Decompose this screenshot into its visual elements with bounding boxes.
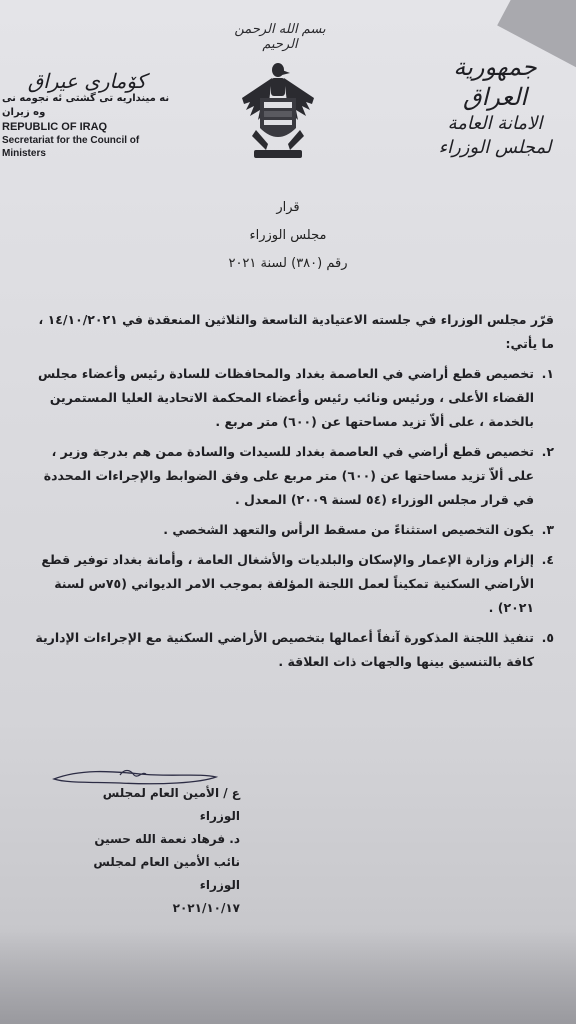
list-item <box>24 440 554 512</box>
council-name: مجلس الوزراء <box>249 228 327 243</box>
signature-date: ٢٠٢١/١٠/١٧ <box>172 901 240 915</box>
kurdish-subtitle: نه مینداریه تی گشتی ئه نجومه نی وه زیران <box>2 93 170 118</box>
decision-number: رقم (٣٨٠) لسنة ٢٠٢١ <box>228 256 348 271</box>
basmala: بسم الله الرحمن الرحيم <box>234 22 326 52</box>
signatory-title: نائب الأمين العام لمجلس الوزراء <box>93 855 240 892</box>
item-text: إلزام وزارة الإعمار والإسكان والبلديات والأشغال العامة ، وأمانة بغداد توفير قطع الأراضي السكنية تمكيناً لعمل اللجنة المؤلفة بموجب الامر الديواني (٧٥س لسنة ٢٠٢١) . <box>41 552 534 615</box>
photo-shadow <box>0 930 576 1024</box>
list-item <box>24 362 554 434</box>
list-item <box>24 548 554 620</box>
signatory-role: ع / الأمين العام لمجلس الوزراء <box>102 786 240 823</box>
item-number: ٣. <box>541 522 554 537</box>
intro-paragraph: قرّر مجلس الوزراء في جلسته الاعتيادية التاسعة والثلاثين المنعقدة في ١٤/١٠/٢٠٢١ ، ما يأتي: <box>38 312 554 351</box>
item-number: ١. <box>541 366 554 381</box>
item-text: تنفيذ اللجنة المذكورة آنفاً أعمالها بتخصيص الأراضي السكنية مع الإجراءات الإدارية كافة بالتنسيق بينها والجهات ذات العلاقة . <box>35 630 534 669</box>
list-item <box>24 626 554 674</box>
iraq-eagle-emblem-icon <box>238 58 318 162</box>
item-number: ٤. <box>541 552 554 567</box>
item-number: ٢. <box>541 444 554 459</box>
item-text: يكون التخصيص استثناءً من مسقط الرأس والتعهد الشخصي . <box>163 522 534 537</box>
english-country-name: REPUBLIC OF IRAQ <box>2 121 108 133</box>
signatory-block <box>60 782 240 920</box>
arabic-country-name: جمهورية العراق <box>453 53 537 111</box>
kurdish-title: كۆماری عیراق <box>27 69 147 93</box>
item-text: تخصيص قطع أراضي في العاصمة بغداد للسيدات والسادة ممن هم بدرجة وزير ، على ألاّ تزيد مساحتها عن (٦٠٠) متر مربع على وفق الضوابط والإجراءات المحددة في قرار مجلس الوزراء (٥٤ لسنة ٢٠٠٩) المعدل . <box>43 444 534 507</box>
english-secretariat-name: Secretariat for the Council of Ministers <box>2 135 140 159</box>
item-number: ٥. <box>541 630 554 645</box>
letterhead-left <box>2 70 172 160</box>
arabic-secretariat-name: الامانة العامة لمجلس الوزراء <box>438 113 552 158</box>
decision-body <box>24 308 554 674</box>
signatory-name: د. فرهاد نعمة الله حسين <box>94 832 240 846</box>
list-item <box>24 518 554 542</box>
decision-label: قرار <box>276 200 300 215</box>
item-text: تخصيص قطع أراضي في العاصمة بغداد والمحافظات للسادة رئيس وأعضاء مجلس القضاء الأعلى ، ورئيس ونائب رئيس وأعضاء المحكمة الاتحادية العليا المستمرين بالخدمة ، على ألاّ تزيد مساحتها عن (٦٠٠) متر مربع . <box>38 366 534 429</box>
letterhead-right <box>420 52 570 160</box>
